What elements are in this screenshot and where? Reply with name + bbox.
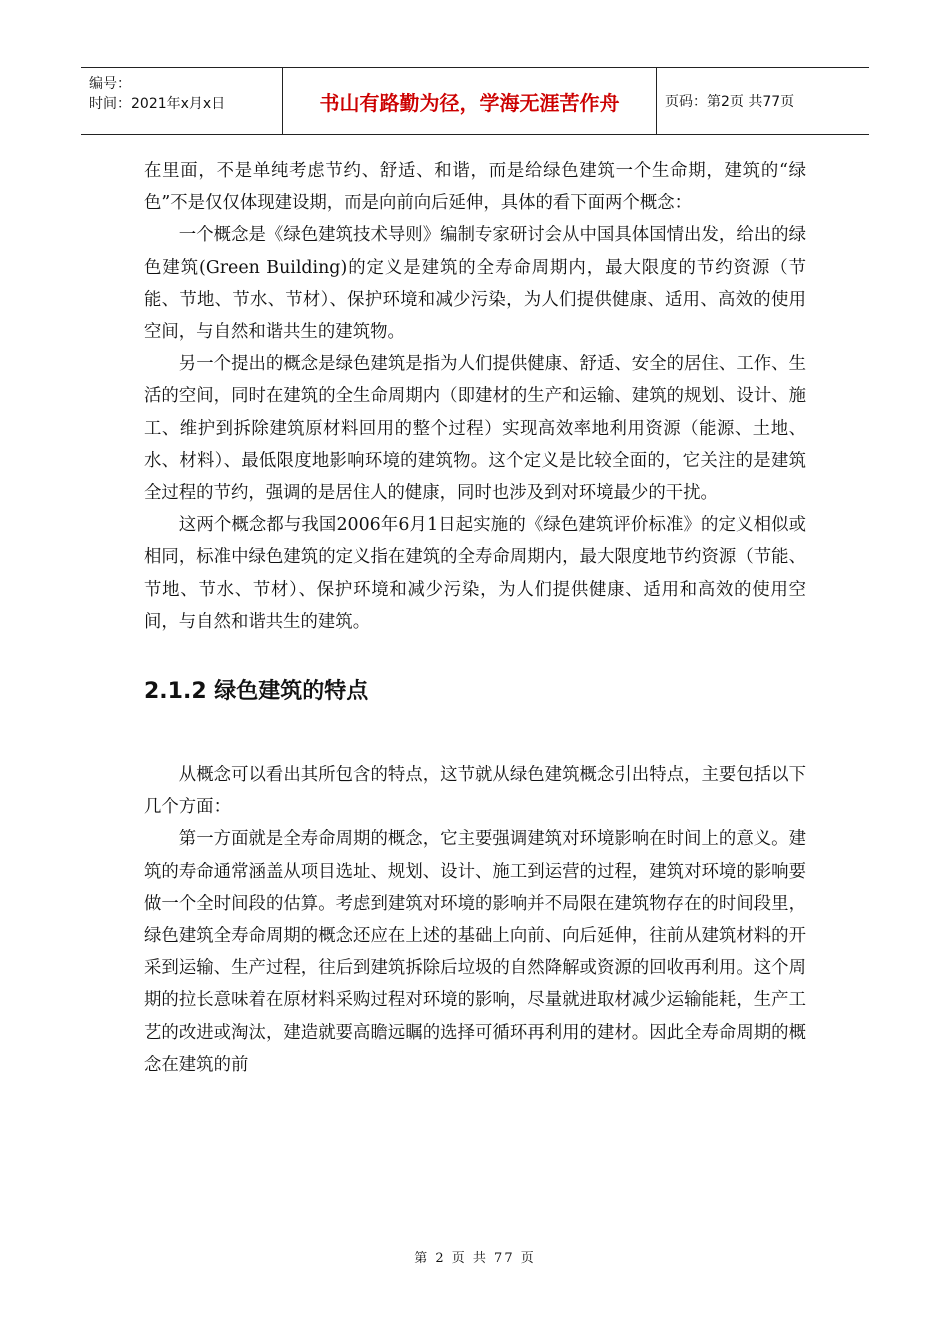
paragraph: 第一方面就是全寿命周期的概念，它主要强调建筑对环境影响在时间上的意义。建筑的寿命通常涵盖从项目选址、规划、设计、施工到运营的过程，建筑对环境的影响要做一个全时间段的估算。考虑到建筑对环境的影响并不局限在建筑物存在的时间段里，绿色建筑全寿命周期的概念还应在上述的基础上向前、向后延伸，往前从建筑材料的开采到运输、生产过程，往后到建筑拆除后垃圾的自然降解或资源的回收再利用。这个周期的拉长意味着在原材料采购过程对环境的影响，尽量就进取材减少运输能耗，生产工艺的改进或淘汰，建造就要高瞻远瞩的选择可循环再利用的建材。因此全寿命周期的概念在建筑的前 <box>144 829 806 1075</box>
header-meta-cell <box>81 68 283 134</box>
page-header <box>81 67 869 135</box>
header-page-info: 页码：第2页 共77页 <box>665 94 795 110</box>
document-body <box>144 155 806 1081</box>
paragraph: 从概念可以看出其所包含的特点，这节就从绿色建筑概念引出特点，主要包括以下几个方面： <box>144 765 806 818</box>
paragraph: 在里面，不是单纯考虑节约、舒适、和谐，而是给绿色建筑一个生命期，建筑的“绿色”不是仅仅体现建设期，而是向前向后延伸，具体的看下面两个概念： <box>144 161 806 214</box>
section-heading: 2.1.2 绿色建筑的特点 <box>144 679 369 705</box>
header-motto: 书山有路勤为径，学海无涯苦作舟 <box>283 68 657 134</box>
page-footer: 第 2 页 共 77 页 <box>414 1251 536 1266</box>
paragraph: 一个概念是《绿色建筑技术导则》编制专家研讨会从中国具体国情出发，给出的绿色建筑(Green Building)的定义是建筑的全寿命周期内，最大限度的节约资源（节能、节地、节水、节材）、保护环境和减少污染，为人们提供健康、适用、高效的使用空间，与自然和谐共生的建筑物。 <box>144 225 806 343</box>
document-number-label: 编号： <box>89 76 131 92</box>
document-time-label: 时间：2021年x月x日 <box>89 96 226 112</box>
paragraph: 另一个提出的概念是绿色建筑是指为人们提供健康、舒适、安全的居住、工作、生活的空间，同时在建筑的全生命周期内（即建材的生产和运输、建筑的规划、设计、施工、维护到拆除建筑原材料回用的整个过程）实现高效率地利用资源（能源、土地、水、材料）、最低限度地影响环境的建筑物。这个定义是比较全面的，它关注的是建筑全过程的节约，强调的是居住人的健康，同时也涉及到对环境最少的干扰。 <box>144 354 806 504</box>
paragraph: 这两个概念都与我国2006年6月1日起实施的《绿色建筑评价标准》的定义相似或相同，标准中绿色建筑的定义指在建筑的全寿命周期内，最大限度地节约资源（节能、节地、节水、节材）、保护环境和减少污染，为人们提供健康、适用和高效的使用空间，与自然和谐共生的建筑。 <box>144 515 806 632</box>
